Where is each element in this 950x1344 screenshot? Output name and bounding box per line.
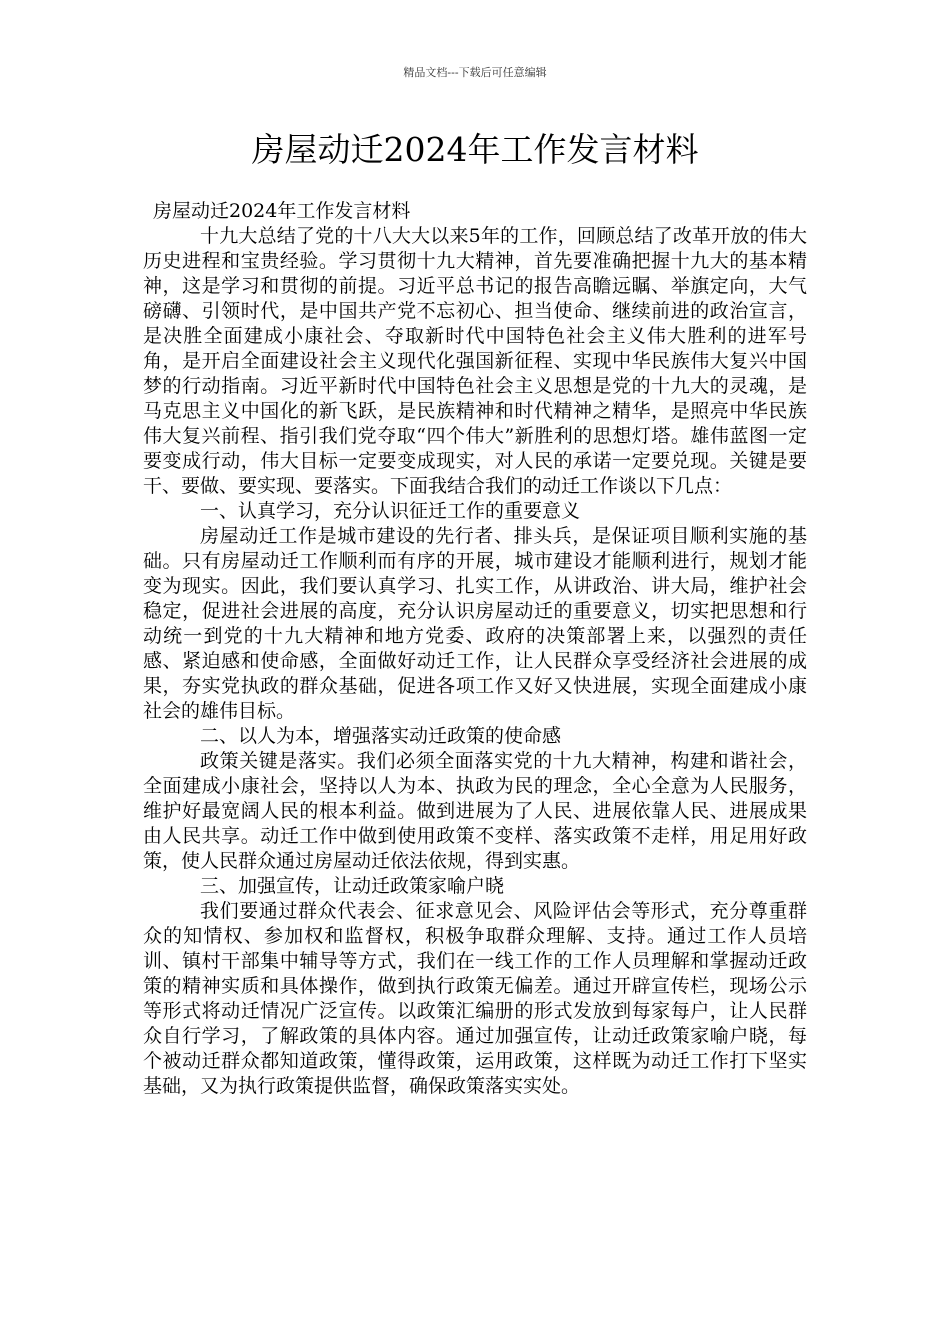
document-subtitle: 房屋动迁2024年工作发言材料	[153, 200, 411, 222]
document-body	[143, 199, 807, 1099]
section-heading-3: 三、加强宣传，让动迁政策家喻户晓	[200, 875, 505, 897]
section-paragraph-1: 房屋动迁工作是城市建设的先行者、排头兵，是保证项目顺利实施的基础。只有房屋动迁工作顺利而有序的开展，城市建设才能顺利进行，规划才能变为现实。因此，我们要认真学习、扎实工作，从讲政治、讲大局，维护社会稳定，促进社会进展的高度，充分认识房屋动迁的重要意义，切实把思想和行动统一到党的十九大精神和地方党委、政府的决策部署上来，以强烈的责任感、紧迫感和使命感，全面做好动迁工作，让人民群众享受经济社会进展的成果，夯实党执政的群众基础，促进各项工作又好又快进展，实现全面建成小康社会的雄伟目标。	[143, 525, 807, 722]
section-heading-1: 一、认真学习，充分认识征迁工作的重要意义	[200, 500, 581, 522]
section-heading-2: 二、以人为本，增强落实动迁政策的使命感	[200, 725, 562, 747]
intro-paragraph: 十九大总结了党的十八大大以来5年的工作，回顾总结了改革开放的伟大历史进程和宝贵经验。学习贯彻十九大精神，首先要准确把握十九大的基本精神，这是学习和贯彻的前提。习近平总书记的报告高瞻远瞩、举旗定向，大气磅礴、引领时代，是中国共产党不忘初心、担当使命、继续前进的政治宣言，是决胜全面建成小康社会、夺取新时代中国特色社会主义伟大胜利的进军号角，是开启全面建设社会主义现代化强国新征程、实现中华民族伟大复兴中国梦的行动指南。习近平新时代中国特色社会主义思想是党的十九大的灵魂，是马克思主义中国化的新飞跃，是民族精神和时代精神之精华，是照亮中华民族伟大复兴前程、指引我们党夺取“四个伟大”新胜利的思想灯塔。雄伟蓝图一定要变成行动，伟大目标一定要变成现实，对人民的承诺一定要兑现。关键是要干、要做、要实现、要落实。下面我结合我们的动迁工作谈以下几点：	[143, 225, 807, 497]
document-title: 房屋动迁2024年工作发言材料	[251, 130, 699, 169]
section-paragraph-3: 我们要通过群众代表会、征求意见会、风险评估会等形式，充分尊重群众的知情权、参加权和监督权，积极争取群众理解、支持。通过工作人员培训、镇村干部集中辅导等方式，我们在一线工作的工作人员理解和掌握动迁政策的精神实质和具体操作，做到执行政策无偏差。通过开辟宣传栏，现场公示等形式将动迁情况广泛宣传。以政策汇编册的形式发放到每家每户，让人民群众自行学习，了解政策的具体内容。通过加强宣传，让动迁政策家喻户晓，每个被动迁群众都知道政策，懂得政策，运用政策，这样既为动迁工作打下坚实基础，又为执行政策提供监督，确保政策落实实处。	[143, 900, 807, 1097]
section-paragraph-2: 政策关键是落实。我们必须全面落实党的十九大精神，构建和谐社会，全面建成小康社会，坚持以人为本、执政为民的理念，全心全意为人民服务，维护好最宽阔人民的根本利益。做到进展为了人民、进展依靠人民、进展成果由人民共享。动迁工作中做到使用政策不变样、落实政策不走样，用足用好政策，使人民群众通过房屋动迁依法依规，得到实惠。	[143, 750, 807, 872]
header-note: 精品文档---下载后可任意编辑	[403, 66, 547, 79]
